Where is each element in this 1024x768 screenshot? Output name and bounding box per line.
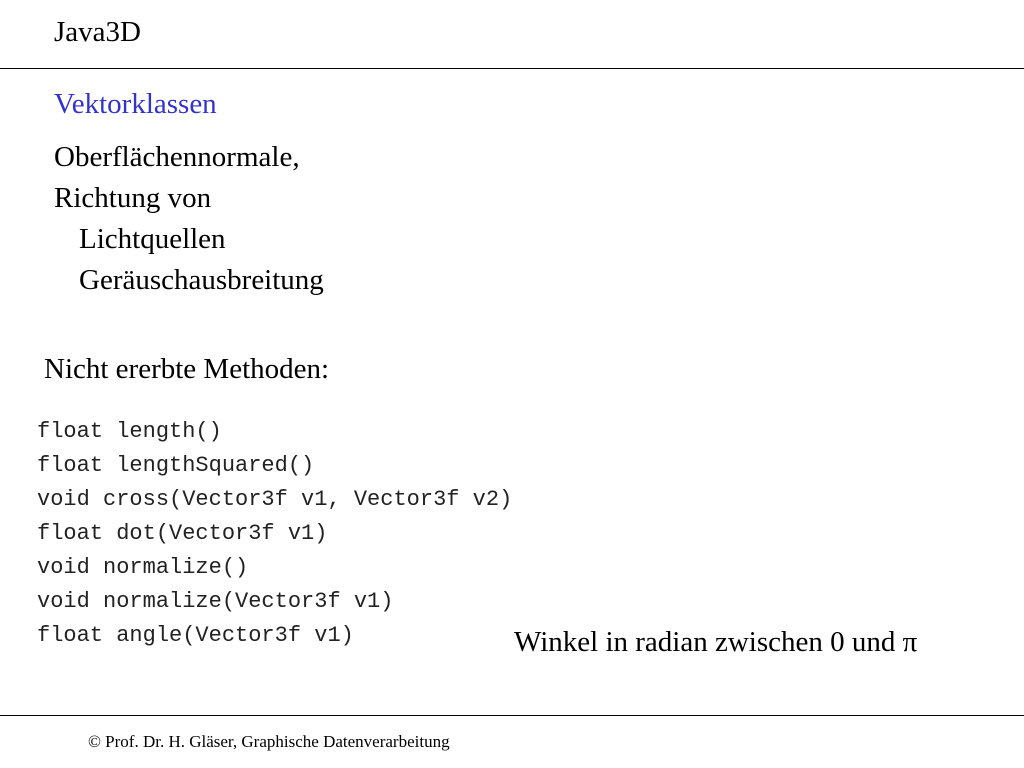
description-line: Oberflächennormale,	[54, 141, 300, 173]
method-signature: void cross(Vector3f v1, Vector3f v2)	[37, 487, 513, 512]
method-signature: float angle(Vector3f v1)	[37, 623, 354, 648]
section-title: Vektorklassen	[54, 88, 217, 120]
method-signature: float length()	[37, 419, 222, 444]
methods-heading: Nicht ererbte Methoden:	[44, 353, 330, 385]
section-description	[54, 137, 324, 301]
header-divider	[0, 68, 1024, 69]
footer-copyright: © Prof. Dr. H. Gläser, Graphische Datenverarbeitung	[88, 732, 450, 751]
method-signature: void normalize(Vector3f v1)	[37, 589, 394, 614]
method-signature: void normalize()	[37, 555, 249, 580]
angle-note: Winkel in radian zwischen 0 und π	[514, 626, 918, 658]
description-line: Richtung von	[54, 182, 212, 214]
footer-divider	[0, 715, 1024, 716]
methods-list	[37, 415, 512, 653]
slide-header-title: Java3D	[54, 16, 141, 48]
description-subline: Geräuschausbreitung	[79, 264, 324, 296]
method-signature: float lengthSquared()	[37, 453, 315, 478]
method-signature: float dot(Vector3f v1)	[37, 521, 328, 546]
description-subline: Lichtquellen	[79, 223, 226, 255]
